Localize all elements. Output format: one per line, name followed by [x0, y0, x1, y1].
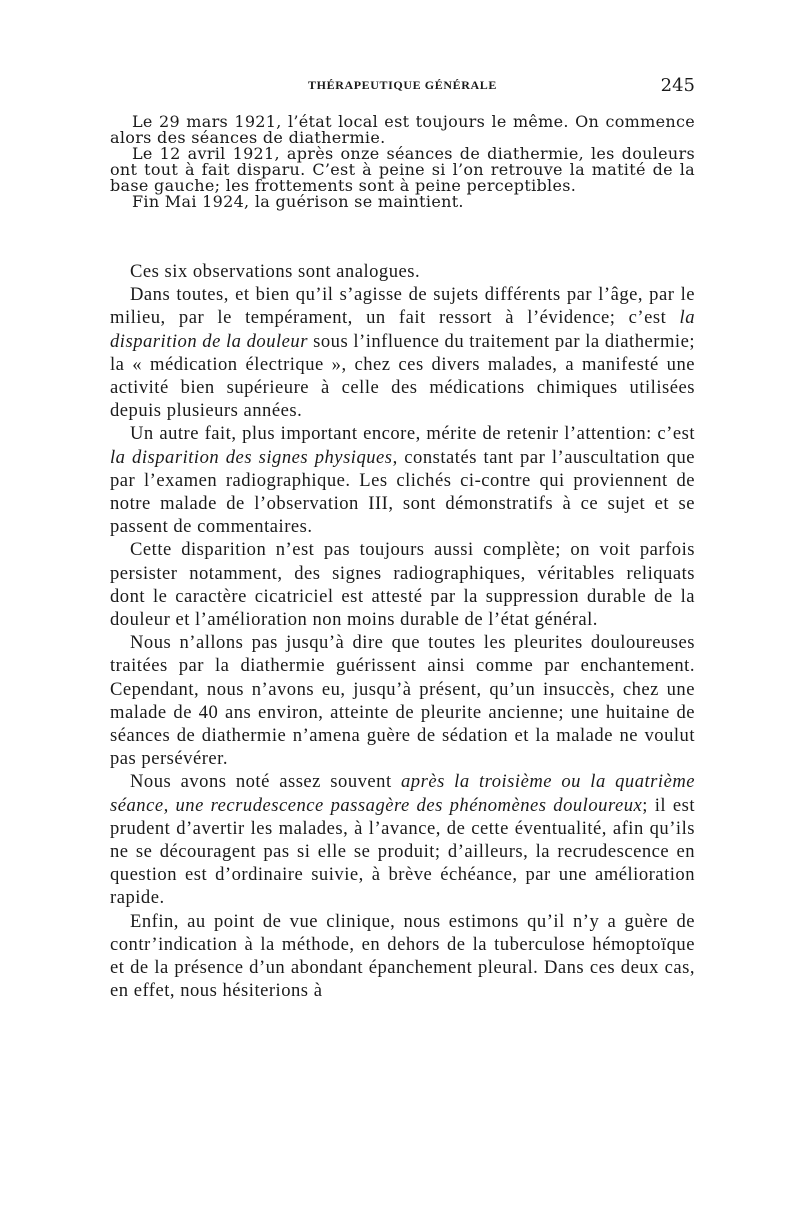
paragraph: Le 12 avril 1921, après onze séances de diathermie, les douleurs ont tout à fait disparu. C’est à peine si l’on retrouve la matité de la base gauche; les frottements sont à peine perceptibles. [110, 144, 695, 195]
paragraph: Ces six observations sont analogues. [130, 261, 421, 282]
text-run: Dans toutes, et bien qu’il s’agisse de sujets différents par l’âge, par le milieu, par le tempérament, un fait ressort à l’évidence; c’est [110, 284, 695, 329]
italic-emphasis: la disparition de la douleur [110, 307, 695, 352]
text-run: Un autre fait, plus important encore, mérite de retenir l’attention: c’est [130, 423, 695, 445]
paragraph [110, 422, 695, 538]
paragraph: Le 29 mars 1921, l’état local est toujours le même. On commence alors des séances de diathermie. [110, 112, 695, 147]
main-text [110, 260, 695, 1003]
paragraph [110, 770, 695, 909]
observation-notes [110, 114, 695, 210]
paragraph: Nous n’allons pas jusqu’à dire que toutes les pleurites douloureuses traitées par la diathermie guérissent ainsi comme par enchantement. Cependant, nous n’avons eu, jusqu’à présent, qu’un insuccès, chez une malade de 40 ans environ, atteinte de pleurite ancienne; une huitaine de séances de diathermie n’amena guère de sédation et la malade ne voulut pas persévérer. [110, 632, 695, 770]
running-title: THÉRAPEUTIQUE GÉNÉRALE [308, 78, 497, 92]
text-run: Nous avons noté assez souvent [130, 771, 401, 793]
text-run: ; il est prudent d’avertir les malades, à l’avance, de cette éventualité, afin qu’ils ne se découragent pas si elle se produit; d’ailleurs, la recrudescence en question est d’ordinaire suivie, à brève échéance, par une amélioration rapide. [110, 794, 695, 909]
paragraph: Enfin, au point de vue clinique, nous estimons qu’il n’y a guère de contr’indication à la méthode, en dehors de la tuberculose hémoptoïque et de la présence d’un abondant épanchement pleural. Dans ces deux cas, en effet, nous hésiterions à [110, 910, 695, 1002]
italic-emphasis: après la troisième ou la quatrième séance, une recrudescence passagère des phénomènes douloureux [110, 771, 696, 816]
text-run: sous l’influence du traitement par la diathermie; la « médication électrique », chez ces divers malades, a manifesté une activité bien supérieure à celle des médications chimiques utilisées depuis plusieurs années. [110, 330, 696, 422]
page-number: 245 [660, 75, 695, 96]
paragraph [110, 283, 695, 422]
running-head [110, 75, 695, 98]
paragraph: Cette disparition n’est pas toujours aussi complète; on voit parfois persister notamment, des signes radiographiques, véritables reliquats dont le caractère cicatriciel est attesté par la suppression durable de la douleur et l’amélioration non moins durable de l’état général. [110, 539, 695, 631]
paragraph: Fin Mai 1924, la guérison se maintient. [132, 192, 464, 211]
text-run: , constatés tant par l’auscultation que par l’examen radiographique. Les clichés ci-contre qui proviennent de notre malade de l’observation III, sont démonstratifs à ce sujet et se passent de commentaires. [110, 446, 695, 538]
italic-emphasis: la disparition des signes physiques [110, 446, 393, 468]
